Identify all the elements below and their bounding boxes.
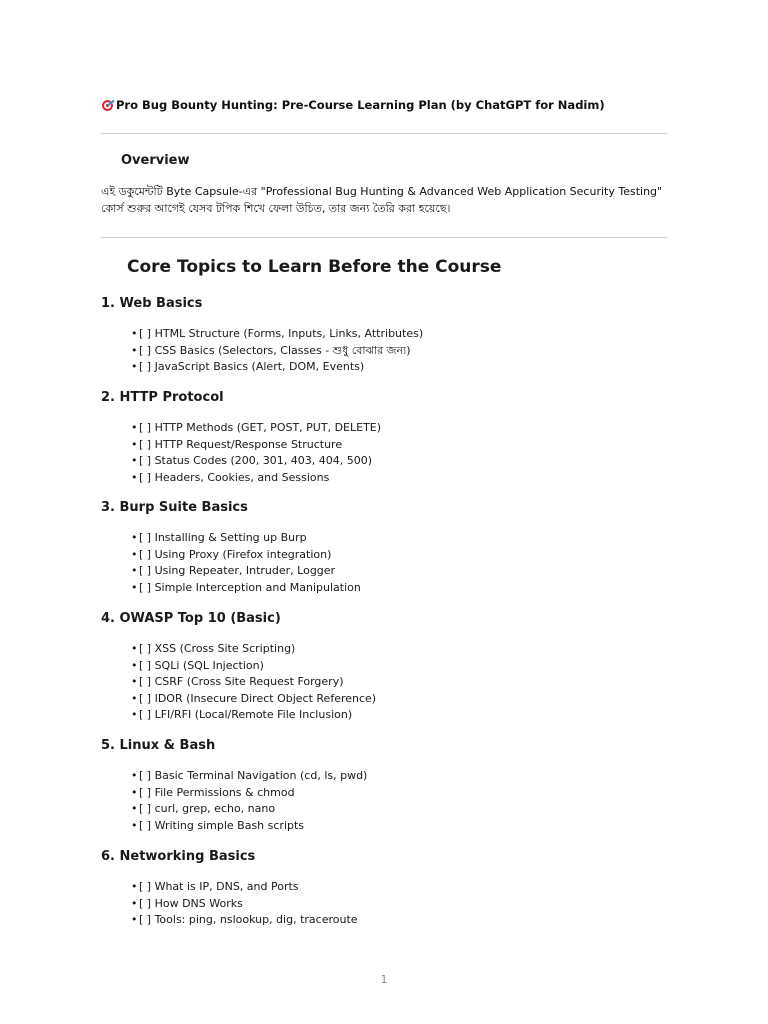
- checklist-item: [131, 641, 376, 658]
- bullet-icon: •: [131, 691, 138, 705]
- checklist-item: [131, 420, 381, 437]
- bullet-icon: •: [131, 913, 138, 926]
- checklist-item-text: [ ] LFI/RFI (Local/Remote File Inclusion): [139, 708, 353, 721]
- section-title: 6. Networking Basics: [101, 849, 256, 864]
- checklist-item-text: [ ] HTTP Request/Response Structure: [139, 437, 343, 451]
- checklist-item: [131, 674, 376, 691]
- checklist-item: [131, 547, 361, 564]
- checklist-item: [131, 470, 381, 487]
- checklist-item: [131, 359, 423, 376]
- checklist-item: [131, 801, 367, 818]
- checklist-item-text: [ ] Status Codes (200, 301, 403, 404, 500): [139, 454, 373, 467]
- checklist-item-text: [ ] Tools: ping, nslookup, dig, traceroute: [139, 913, 358, 926]
- checklist-item: [131, 896, 358, 913]
- checklist-item-text: [ ] HTTP Methods (GET, POST, PUT, DELETE): [139, 421, 382, 434]
- checklist-item-text: [ ] JavaScript Basics (Alert, DOM, Events): [139, 360, 365, 373]
- checklist-item-text: [ ] Using Proxy (Firefox integration): [139, 547, 332, 561]
- bullet-icon: •: [131, 675, 138, 688]
- bullet-icon: •: [131, 470, 138, 484]
- checklist-item-text: [ ] Headers, Cookies, and Sessions: [139, 470, 330, 484]
- checklist-item: [131, 437, 381, 454]
- checklist-item-text: [ ] SQLi (SQL Injection): [139, 658, 264, 672]
- target-icon: [101, 99, 114, 112]
- section-title: 1. Web Basics: [101, 296, 203, 311]
- checklist-item-text: [ ] curl, grep, echo, nano: [139, 802, 276, 815]
- checklist: [131, 420, 381, 486]
- bullet-icon: •: [131, 454, 138, 467]
- document-title: [101, 98, 605, 112]
- checklist-item-text: [ ] Using Repeater, Intruder, Logger: [139, 564, 336, 577]
- checklist-item-text: [ ] CSS Basics (Selectors, Classes - শুধু বোঝার জন্য): [139, 343, 411, 357]
- checklist: [131, 768, 367, 834]
- bullet-icon: •: [131, 580, 138, 594]
- document-title-text: Pro Bug Bounty Hunting: Pre-Course Learning Plan (by ChatGPT for Nadim): [116, 98, 605, 112]
- section-title: 4. OWASP Top 10 (Basic): [101, 611, 281, 626]
- checklist-item-text: [ ] Installing & Setting up Burp: [139, 531, 307, 544]
- bullet-icon: •: [131, 818, 138, 832]
- overview-line: এই ডকুমেন্টটি Byte Capsule-এর "Professional Bug Hunting & Advanced Web Application Security Testing": [101, 185, 663, 198]
- bullet-icon: •: [131, 658, 138, 672]
- checklist-item: [131, 563, 361, 580]
- divider: [101, 237, 667, 238]
- divider: [101, 133, 667, 134]
- bullet-icon: •: [131, 343, 138, 357]
- checklist-item-text: [ ] Basic Terminal Navigation (cd, ls, pwd): [139, 769, 368, 782]
- checklist-item: [131, 707, 376, 724]
- bullet-icon: •: [131, 547, 138, 561]
- bullet-icon: •: [131, 896, 138, 910]
- checklist: [131, 530, 361, 596]
- bullet-icon: •: [131, 564, 138, 577]
- bullet-icon: •: [131, 531, 138, 544]
- checklist-item-text: [ ] What is IP, DNS, and Ports: [139, 880, 299, 893]
- checklist-item: [131, 879, 358, 896]
- bullet-icon: •: [131, 708, 138, 721]
- overview-heading: Overview: [121, 153, 190, 168]
- checklist-item: [131, 658, 376, 675]
- overview-line: কোর্স শুরুর আগেই যেসব টপিক শিখে ফেলা উচিত, তার জন্য তৈরি করা হয়েছে।: [101, 202, 451, 215]
- checklist-item-text: [ ] CSRF (Cross Site Request Forgery): [139, 675, 344, 688]
- checklist-item: [131, 818, 367, 835]
- section-title: 2. HTTP Protocol: [101, 390, 224, 405]
- bullet-icon: •: [131, 802, 138, 815]
- checklist-item: [131, 785, 367, 802]
- checklist: [131, 326, 423, 376]
- bullet-icon: •: [131, 769, 138, 782]
- checklist-item: [131, 453, 381, 470]
- bullet-icon: •: [131, 327, 138, 340]
- page-number: 1: [380, 973, 388, 986]
- checklist-item: [131, 343, 423, 360]
- section-title: 5. Linux & Bash: [101, 738, 216, 753]
- checklist-item-text: [ ] Simple Interception and Manipulation: [139, 580, 361, 594]
- checklist-item-text: [ ] IDOR (Insecure Direct Object Reference): [139, 691, 377, 705]
- checklist-item-text: [ ] File Permissions & chmod: [139, 785, 295, 799]
- bullet-icon: •: [131, 785, 138, 799]
- overview-paragraph: [101, 183, 667, 217]
- checklist-item-text: [ ] HTML Structure (Forms, Inputs, Links, Attributes): [139, 327, 424, 340]
- checklist-item-text: [ ] Writing simple Bash scripts: [139, 818, 305, 832]
- checklist-item: [131, 691, 376, 708]
- checklist-item: [131, 580, 361, 597]
- checklist-item: [131, 912, 358, 929]
- checklist-item-text: [ ] XSS (Cross Site Scripting): [139, 642, 296, 655]
- checklist-item: [131, 530, 361, 547]
- checklist-item-text: [ ] How DNS Works: [139, 896, 243, 910]
- checklist-item: [131, 768, 367, 785]
- bullet-icon: •: [131, 437, 138, 451]
- bullet-icon: •: [131, 360, 138, 373]
- bullet-icon: •: [131, 421, 138, 434]
- core-topics-heading: Core Topics to Learn Before the Course: [127, 257, 502, 277]
- section-title: 3. Burp Suite Basics: [101, 500, 248, 515]
- bullet-icon: •: [131, 880, 138, 893]
- checklist: [131, 641, 376, 724]
- checklist: [131, 879, 358, 929]
- checklist-item: [131, 326, 423, 343]
- bullet-icon: •: [131, 642, 138, 655]
